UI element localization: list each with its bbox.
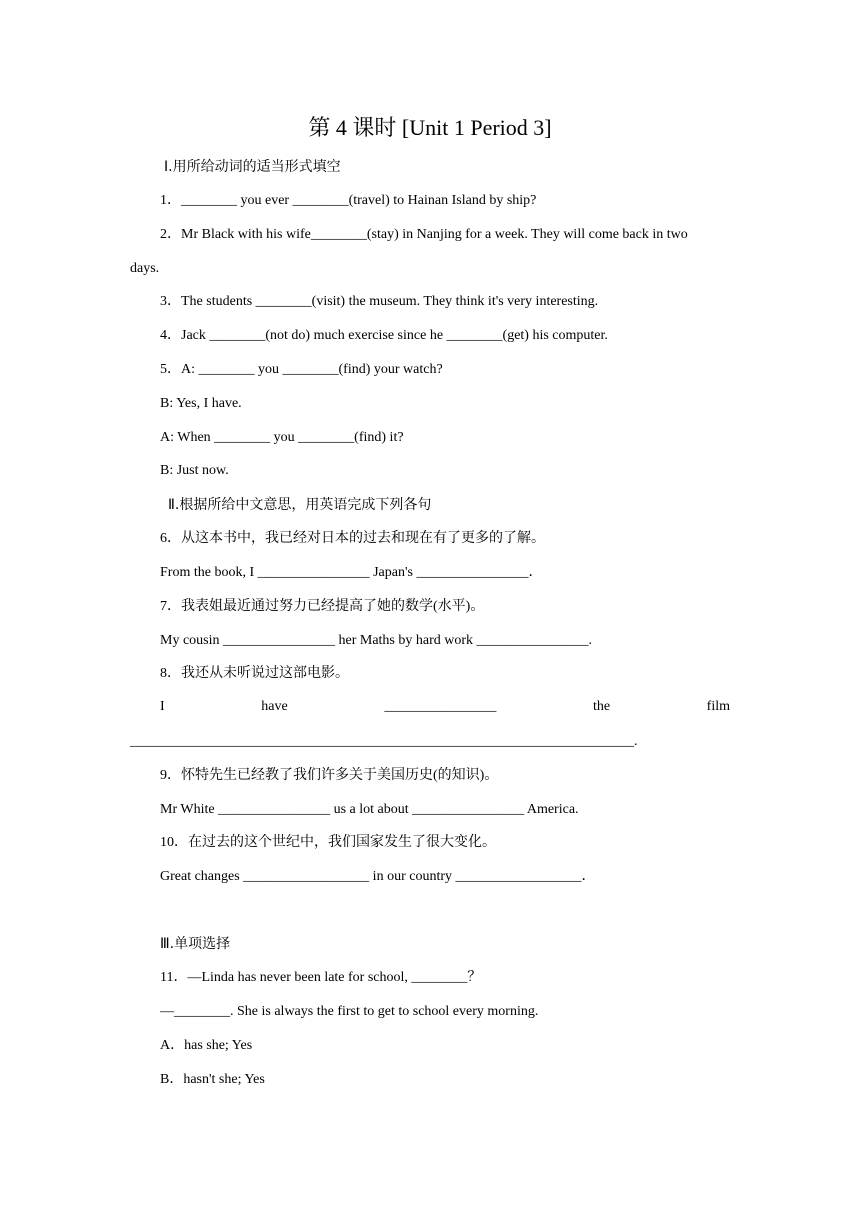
question-7-english: My cousin ________________ her Maths by hard work ________________. [160,633,593,648]
section-heading-2: Ⅱ.根据所给中文意思，用英语完成下列各句 [168,497,432,513]
question-8-word: film [706,699,730,714]
question-8-word: I [160,699,165,714]
question-11-option-b: B．hasn't she; Yes [160,1072,265,1087]
question-8-english-line-1 [160,698,730,716]
question-10-english: Great changes __________________ in our country __________________． [160,869,596,884]
question-11: 11．—Linda has never been late for school, ________？ [160,970,482,985]
question-5-line-4: B: Just now. [160,463,229,478]
question-5-line-1: 5．A: ________ you ________(find) your watch? [160,362,443,377]
question-3: 3．The students ________(visit) the museum. They think it's very interesting. [160,294,599,309]
question-7-chinese: 7．我表姐最近通过努力已经提高了她的数学(水平)。 [160,599,485,614]
question-10-chinese: 10．在过去的这个世纪中，我们国家发生了很大变化。 [160,835,496,850]
question-8-blank: ________________ [384,699,497,714]
question-5-line-3: A: When ________ you ________(find) it? [160,430,404,445]
question-9-chinese: 9．怀特先生已经教了我们许多关于美国历史(的知识)。 [160,768,499,783]
question-6-chinese: 6．从这本书中，我已经对日本的过去和现在有了更多的了解。 [160,531,545,546]
question-8-word: have [261,699,288,714]
question-11-option-a: A．has she; Yes [160,1038,253,1053]
section-heading-1: Ⅰ.用所给动词的适当形式填空 [164,159,341,175]
question-2-line-2: days. [130,261,160,276]
question-5-line-2: B: Yes, I have. [160,396,242,411]
question-8-chinese: 8．我还从未听说过这部电影。 [160,666,349,681]
question-11-response: —________. She is always the first to get to school every morning. [160,1004,539,1019]
question-8-word: the [592,699,611,714]
question-2-line-1: 2．Mr Black with his wife________(stay) in Nanjing for a week. They will come back in two [160,227,688,242]
question-6-english: From the book, I ________________ Japan's ________________． [160,565,543,580]
question-4: 4．Jack ________(not do) much exercise since he ________(get) his computer. [160,328,608,343]
question-9-english: Mr White ________________ us a lot about ________________ America. [160,802,579,817]
section-heading-3: Ⅲ.单项选择 [160,936,231,952]
page-title: 第 4 课时 [Unit 1 Period 3] [308,115,552,140]
question-1: 1．________ you ever ________(travel) to Hainan Island by ship? [160,193,537,208]
question-8-english-line-2: ________________________________________________________________________. [130,734,638,749]
